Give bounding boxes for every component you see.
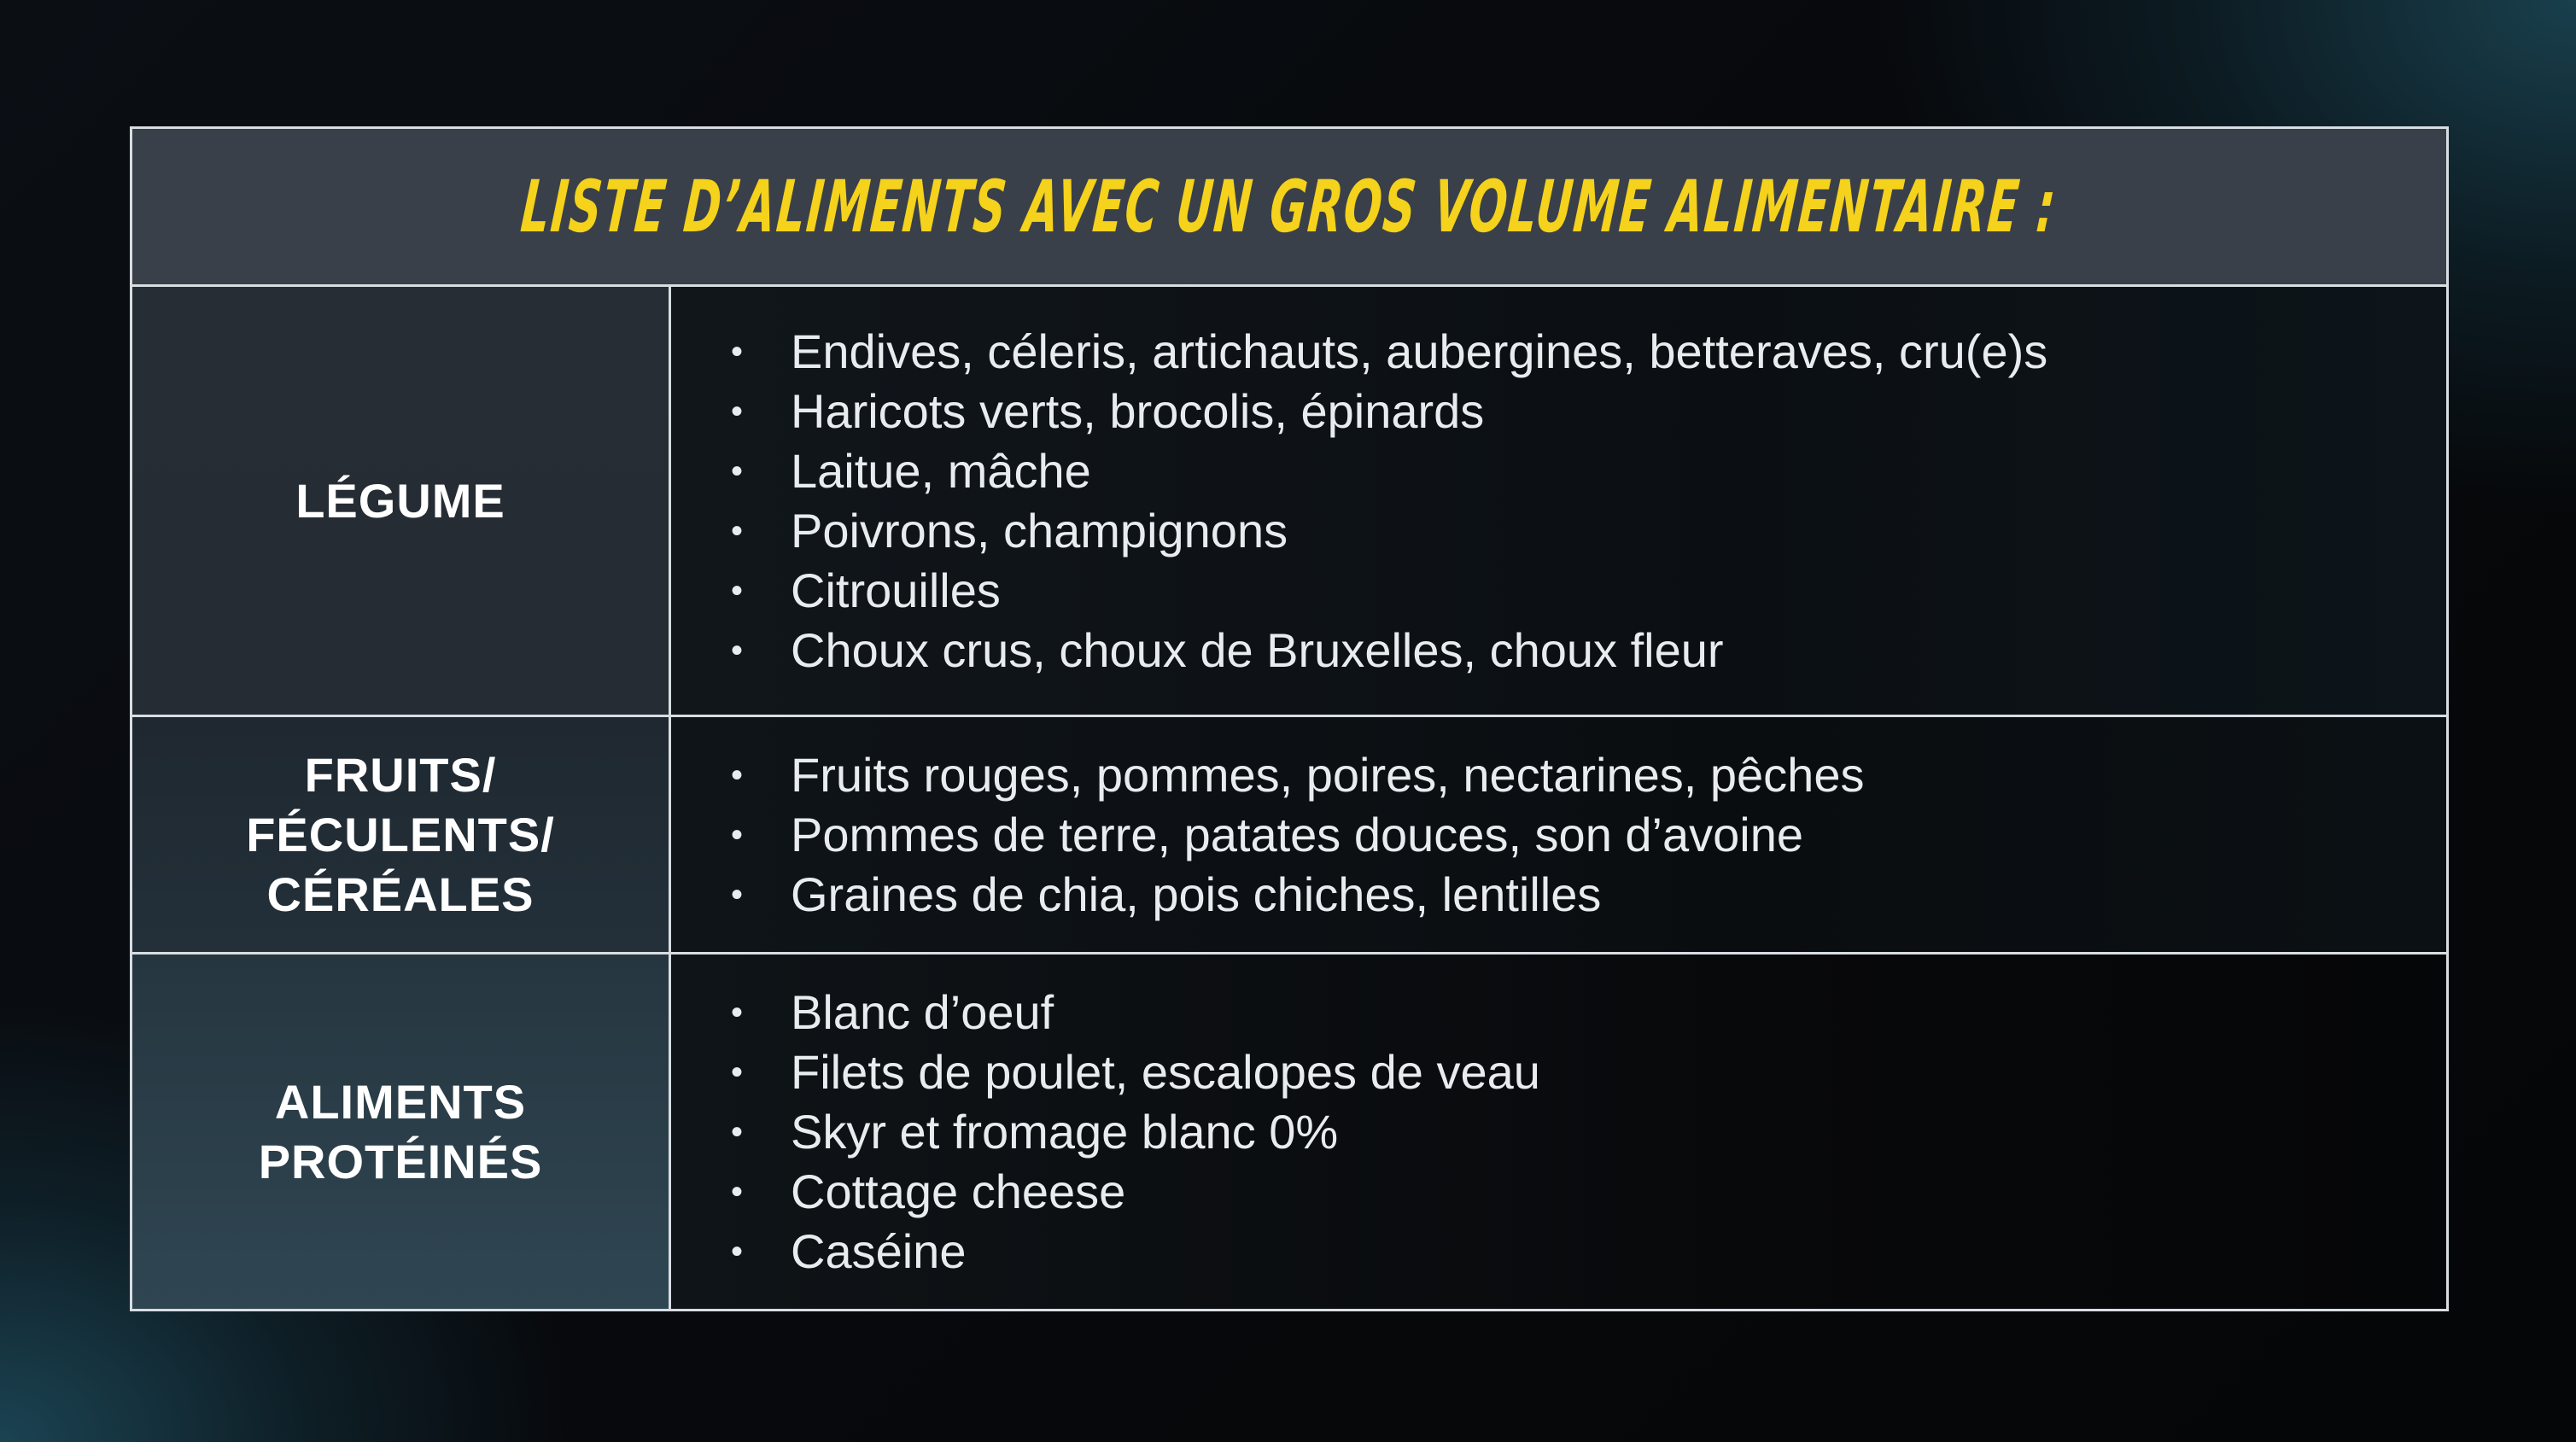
category-cell bbox=[132, 287, 671, 715]
category-cell bbox=[132, 955, 671, 1309]
list-item bbox=[731, 983, 2446, 1042]
list-item bbox=[731, 745, 2446, 805]
bullet-icon: • bbox=[731, 1112, 744, 1151]
list-item bbox=[731, 561, 2446, 621]
list-item bbox=[731, 865, 2446, 925]
bullet-icon: • bbox=[731, 452, 744, 490]
list-item bbox=[731, 382, 2446, 441]
category-cell bbox=[132, 717, 671, 952]
item-text: Cottage cheese bbox=[791, 1164, 1126, 1218]
bullet-icon: • bbox=[731, 875, 744, 914]
item-text: Laitue, mâche bbox=[791, 443, 1091, 498]
item-text: Caséine bbox=[791, 1223, 967, 1278]
food-volume-table bbox=[130, 126, 2449, 1311]
item-text: Citrouilles bbox=[791, 563, 1001, 617]
items-cell bbox=[671, 287, 2446, 715]
item-text: Haricots verts, brocolis, épinards bbox=[791, 383, 1485, 438]
bullet-icon: • bbox=[731, 392, 744, 430]
category-label: FRUITS/ FÉCULENTS/ CÉRÉALES bbox=[246, 747, 555, 921]
items-cell bbox=[671, 955, 2446, 1309]
item-text: Blanc d’oeuf bbox=[791, 984, 1054, 1039]
item-text: Endives, céleris, artichauts, aubergines, betteraves, cru(e)s bbox=[791, 324, 2048, 378]
bullet-icon: • bbox=[731, 1172, 744, 1211]
items-cell bbox=[671, 717, 2446, 952]
table-row-fruits-feculents-cereales bbox=[132, 717, 2446, 955]
item-text: Poivrons, champignons bbox=[791, 503, 1288, 558]
table-header bbox=[132, 129, 2446, 287]
list-item bbox=[731, 441, 2446, 501]
list-item bbox=[731, 501, 2446, 561]
bullet-icon: • bbox=[731, 1232, 744, 1270]
item-text: Skyr et fromage blanc 0% bbox=[791, 1104, 1339, 1159]
item-text: Filets de poulet, escalopes de veau bbox=[791, 1044, 1540, 1099]
list-item bbox=[731, 1102, 2446, 1162]
item-text: Pommes de terre, patates douces, son d’avoine bbox=[791, 807, 1804, 861]
bullet-icon: • bbox=[731, 1053, 744, 1091]
bullet-icon: • bbox=[731, 571, 744, 610]
table-row-legume bbox=[132, 287, 2446, 717]
item-text: Fruits rouges, pommes, poires, nectarines, pêches bbox=[791, 747, 1865, 802]
list-item bbox=[731, 805, 2446, 865]
bullet-icon: • bbox=[731, 631, 744, 669]
item-text: Graines de chia, pois chiches, lentilles bbox=[791, 867, 1602, 921]
list-item bbox=[731, 621, 2446, 680]
table-title: LISTE D’ALIMENTS AVEC UN GROS VOLUME ALIMENTAIRE : bbox=[517, 165, 2061, 248]
bullet-icon: • bbox=[731, 332, 744, 371]
category-label: LÉGUME bbox=[295, 473, 505, 528]
bullet-icon: • bbox=[731, 511, 744, 550]
bullet-icon: • bbox=[731, 993, 744, 1031]
item-text: Choux crus, choux de Bruxelles, choux fleur bbox=[791, 622, 1724, 677]
list-item bbox=[731, 1042, 2446, 1102]
bullet-icon: • bbox=[731, 815, 744, 854]
list-item bbox=[731, 1162, 2446, 1222]
table-row-aliments-proteines bbox=[132, 955, 2446, 1309]
list-item bbox=[731, 322, 2446, 382]
bullet-icon: • bbox=[731, 756, 744, 794]
category-label: ALIMENTS PROTÉINÉS bbox=[258, 1074, 543, 1188]
list-item bbox=[731, 1222, 2446, 1281]
